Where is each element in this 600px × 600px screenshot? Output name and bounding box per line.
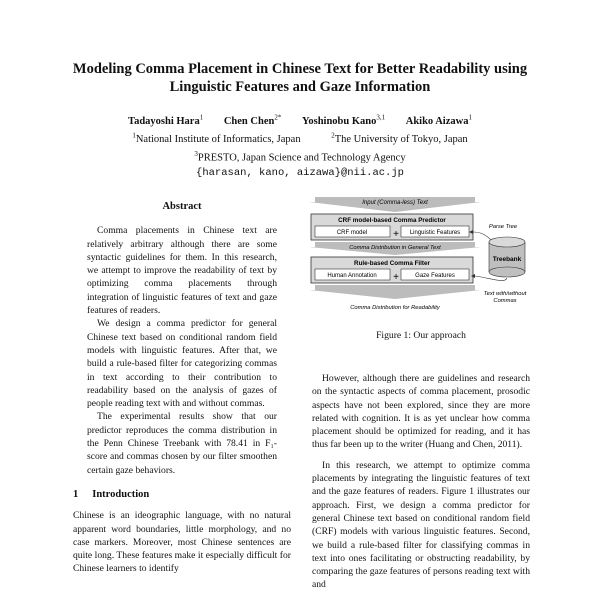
text-with-without-label-2: Commas: [493, 298, 517, 304]
crf-predictor-title: CRF model-based Comma Predictor: [338, 217, 446, 224]
abstract-body: [73, 224, 291, 477]
abstract-paragraph: The experimental results show that our predictor reproduces the comma distribution in the Penn Chinese Treebank with 78.41 in F₁-score and commas chosen by our filter smoothen certain gaze behaviors.: [87, 411, 277, 476]
affiliation: $^1$National Institute of Informatics, Japan: [132, 131, 301, 145]
readability-dist-label: Comma Distribution for Readability: [350, 305, 440, 311]
affiliations-row: [40, 129, 560, 148]
text-with-without-label: Text with/without: [483, 291, 527, 297]
comma-filter-title: Rule-based Comma Filter: [354, 260, 430, 267]
abstract-heading: Abstract: [162, 201, 202, 212]
author: Tadayoshi Hara$^1$: [128, 113, 204, 127]
input-text-label: Input (Comma-less) Text: [362, 200, 428, 206]
title-line-1: Modeling Comma Placement in Chinese Text for Better Readability using: [72, 61, 528, 77]
gaze-features-label: Gaze Features: [415, 273, 455, 279]
section-title: Introduction: [92, 488, 150, 500]
abstract-paragraph: Comma placements in Chinese text are relatively arbitrary although there are some syntactic guidelines for them. In this research, we attempt to improve the readability of text by optimizing comma placements through integration of linguistic features of text and gaze features of readers.: [87, 225, 277, 317]
author: Chen Chen$^{2*}$: [223, 113, 282, 127]
introduction-paragraph: Chinese is an ideographic language, with no natural apparent word boundaries, little morphology, and no case markers. Moreover, most Chinese sentences are quite long. These features make it especially difficult for Chinese learners to identify: [73, 510, 291, 575]
parse-tree-label: Parse Tree: [488, 224, 518, 230]
right-column: [312, 372, 530, 599]
paper-title: [40, 60, 560, 96]
plus-sign: +: [393, 272, 399, 283]
plus-sign: +: [393, 229, 399, 240]
abstract-paragraph: We design a comma predictor for general Chinese text based on conditional random field models with linguistic features. After that, we build a rule-based filter for categorizing commas in text according to their contribution to readability based on the analysis of gazes of people reading text with and without commas.: [87, 318, 277, 410]
crf-model-label: CRF model: [336, 230, 368, 236]
treebank-label: Treebank: [492, 256, 522, 263]
parse-tree-arrow: [473, 232, 491, 240]
author-names: [40, 110, 560, 129]
affiliation: $^2$The University of Tokyo, Japan: [331, 131, 468, 145]
figure-caption: Figure 1: Our approach: [376, 330, 466, 341]
author-block: [40, 110, 560, 180]
linguistic-features-label: Linguistic Features: [409, 230, 461, 236]
section-number: 1: [73, 488, 79, 500]
readability-dist-arrow: [309, 285, 481, 299]
introduction-heading: [73, 488, 291, 501]
title-line-2: Linguistic Features and Gaze Information: [169, 79, 431, 95]
approach-figure: [305, 192, 540, 322]
affiliation: $^3$PRESTO, Japan Science and Technology Agency: [194, 150, 406, 164]
body-paragraph: However, although there are guidelines and research on the syntactic aspects of comma placement, prosodic aspects have not been explored, since they are more related with cognition. It is as yet unclear how comma placement should be optimized for reading, and it has thus far been up to the writer (Huang and Chen, 2011).: [312, 373, 530, 451]
author-email[interactable]: {harasan, kano, aizawa}@nii.ac.jp: [196, 166, 404, 179]
author: Yoshinobu Kano$^{3,1}$: [301, 113, 386, 127]
body-paragraph: In this research, we attempt to optimize comma placements by integrating the linguistic features of text and the gaze features of readers. Figure 1 illustrates our approach. First, we design a comma predictor for general Chinese text based on conditional random field (CRF) models with various linguistic features. Second, we build a rule-based filter for classifying commas in text into ones facilitating or obstructing readability, by comparing the gaze features of persons reading text with and: [312, 459, 530, 591]
general-dist-label: Comma Distribution in General Text: [349, 245, 441, 251]
left-column: [73, 200, 291, 576]
human-annotation-label: Human Annotation: [327, 273, 377, 279]
author: Akiko Aizawa$^1$: [405, 113, 472, 127]
